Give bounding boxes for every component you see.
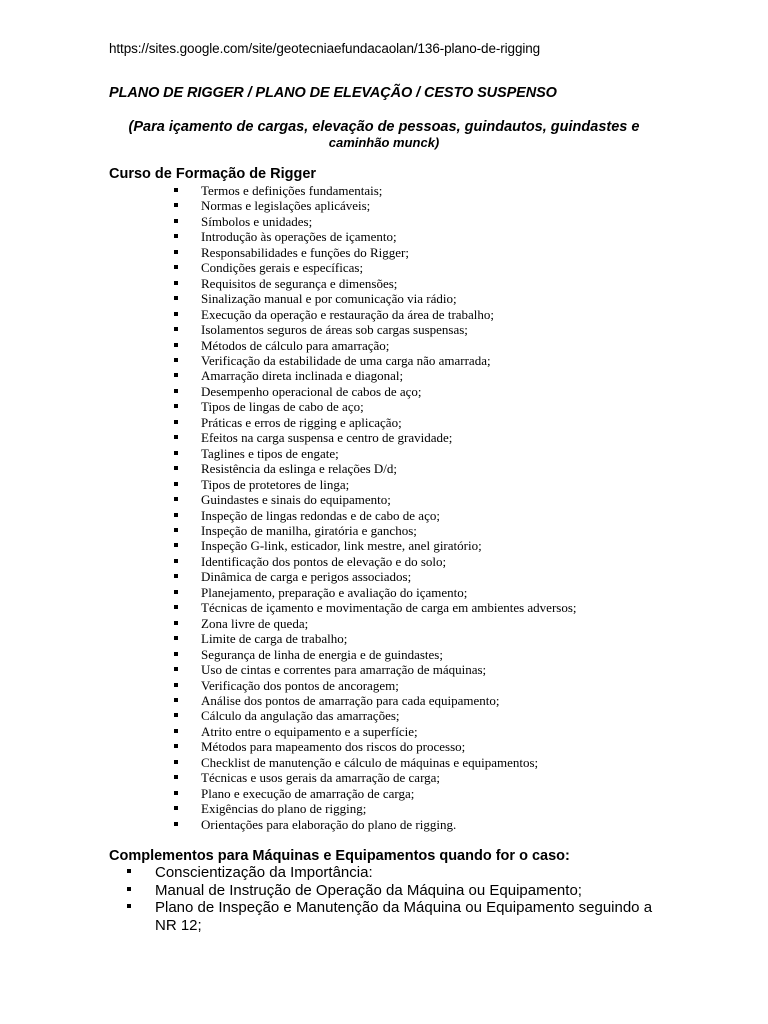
square-bullet-icon bbox=[174, 435, 178, 439]
list-item bbox=[174, 260, 577, 275]
list-item bbox=[174, 662, 577, 677]
list-item-text: Planejamento, preparação e avaliação do içamento; bbox=[201, 584, 468, 600]
square-bullet-icon bbox=[174, 312, 178, 316]
list-item bbox=[174, 214, 577, 229]
document-subtitle bbox=[100, 119, 668, 151]
list-item bbox=[127, 864, 667, 882]
square-bullet-icon bbox=[174, 543, 178, 547]
square-bullet-icon bbox=[174, 744, 178, 748]
square-bullet-icon bbox=[174, 219, 178, 223]
square-bullet-icon bbox=[174, 791, 178, 795]
list-item bbox=[174, 554, 577, 569]
list-item-text: Requisitos de segurança e dimensões; bbox=[201, 275, 398, 291]
list-item bbox=[174, 198, 577, 213]
list-item-text: Checklist de manutenção e cálculo de máquinas e equipamentos; bbox=[201, 754, 539, 770]
list-item-text: Isolamentos seguros de áreas sob cargas suspensas; bbox=[201, 322, 468, 338]
list-item-text: Análise dos pontos de amarração para cada equipamento; bbox=[201, 692, 500, 708]
list-item bbox=[174, 708, 577, 723]
subtitle-line-2: caminhão munck) bbox=[328, 135, 440, 150]
square-bullet-icon bbox=[174, 188, 178, 192]
list-item-text: Sinalização manual e por comunicação via rádio; bbox=[201, 291, 457, 307]
square-bullet-icon bbox=[174, 760, 178, 764]
list-item-text: Dinâmica de carga e perigos associados; bbox=[201, 569, 412, 585]
square-bullet-icon bbox=[127, 904, 131, 908]
list-item-text: Efeitos na carga suspensa e centro de gravidade; bbox=[201, 430, 453, 446]
list-item-text: Símbolos e unidades; bbox=[201, 213, 313, 229]
list-item-text: Verificação da estabilidade de uma carga não amarrada; bbox=[201, 352, 491, 368]
list-item bbox=[127, 882, 667, 900]
list-item bbox=[174, 461, 577, 476]
square-bullet-icon bbox=[174, 513, 178, 517]
list-item-text: Métodos para mapeamento dos riscos do processo; bbox=[201, 739, 466, 755]
list-item bbox=[174, 631, 577, 646]
list-item bbox=[174, 368, 577, 383]
list-item bbox=[174, 600, 577, 615]
square-bullet-icon bbox=[174, 621, 178, 625]
square-bullet-icon bbox=[174, 806, 178, 810]
list-item bbox=[174, 538, 577, 553]
list-item-text: Práticas e erros de rigging e aplicação; bbox=[201, 414, 402, 430]
list-item bbox=[174, 693, 577, 708]
course-heading: Curso de Formação de Rigger bbox=[109, 166, 317, 182]
list-item-text: Guindastes e sinais do equipamento; bbox=[201, 492, 391, 508]
square-bullet-icon bbox=[174, 296, 178, 300]
square-bullet-icon bbox=[174, 327, 178, 331]
list-item bbox=[174, 229, 577, 244]
square-bullet-icon bbox=[127, 887, 131, 891]
list-item bbox=[174, 492, 577, 507]
list-item-text: Amarração direta inclinada e diagonal; bbox=[201, 368, 404, 384]
list-item bbox=[174, 724, 577, 739]
list-item-text: Termos e definições fundamentais; bbox=[201, 183, 383, 198]
list-item bbox=[174, 817, 577, 832]
list-item bbox=[174, 446, 577, 461]
square-bullet-icon bbox=[174, 203, 178, 207]
list-item-text: Tipos de lingas de cabo de aço; bbox=[201, 399, 364, 415]
list-item-text: Resistência da eslinga e relações D/d; bbox=[201, 461, 398, 477]
list-item-text: Orientações para elaboração do plano de rigging. bbox=[201, 816, 457, 832]
list-item-text: Métodos de cálculo para amarração; bbox=[201, 337, 390, 353]
square-bullet-icon bbox=[174, 590, 178, 594]
list-item-text: Manual de Instrução de Operação da Máquina ou Equipamento; bbox=[155, 881, 582, 899]
square-bullet-icon bbox=[174, 250, 178, 254]
list-item bbox=[174, 384, 577, 399]
list-item-text: Tipos de protetores de linga; bbox=[201, 476, 350, 492]
list-item bbox=[174, 801, 577, 816]
list-item-text: Introdução às operações de içamento; bbox=[201, 229, 397, 245]
list-item bbox=[174, 338, 577, 353]
list-item bbox=[174, 307, 577, 322]
list-item bbox=[174, 569, 577, 584]
square-bullet-icon bbox=[174, 451, 178, 455]
square-bullet-icon bbox=[174, 574, 178, 578]
list-item bbox=[174, 291, 577, 306]
list-item bbox=[174, 786, 577, 801]
list-item-text: Responsabilidades e funções do Rigger; bbox=[201, 244, 409, 260]
list-item-text: Normas e legislações aplicáveis; bbox=[201, 198, 371, 214]
list-item bbox=[174, 477, 577, 492]
square-bullet-icon bbox=[174, 281, 178, 285]
list-item-text: Taglines e tipos de engate; bbox=[201, 445, 339, 461]
list-item bbox=[174, 276, 577, 291]
complements-list bbox=[127, 864, 667, 934]
course-topics-list bbox=[174, 183, 577, 832]
list-item-text: Técnicas e usos gerais da amarração de carga; bbox=[201, 770, 441, 786]
source-url[interactable]: https://sites.google.com/site/geotecniaefundacaolan/136-plano-de-rigging bbox=[109, 41, 541, 56]
square-bullet-icon bbox=[174, 265, 178, 269]
list-item-text: Verificação dos pontos de ancoragem; bbox=[201, 677, 399, 693]
list-item bbox=[174, 616, 577, 631]
square-bullet-icon bbox=[174, 389, 178, 393]
list-item bbox=[174, 183, 577, 198]
square-bullet-icon bbox=[174, 466, 178, 470]
list-item bbox=[174, 322, 577, 337]
list-item bbox=[174, 245, 577, 260]
list-item bbox=[127, 899, 667, 934]
square-bullet-icon bbox=[174, 713, 178, 717]
list-item-text: Zona livre de queda; bbox=[201, 615, 309, 631]
list-item-text: Inspeção G-link, esticador, link mestre, anel giratório; bbox=[201, 538, 482, 554]
square-bullet-icon bbox=[174, 234, 178, 238]
square-bullet-icon bbox=[174, 775, 178, 779]
list-item-text: Conscientização da Importância: bbox=[155, 864, 373, 881]
list-item bbox=[174, 523, 577, 538]
list-item-text: Condições gerais e específicas; bbox=[201, 260, 364, 276]
square-bullet-icon bbox=[174, 652, 178, 656]
complements-heading: Complementos para Máquinas e Equipamentos quando for o caso: bbox=[109, 848, 570, 864]
list-item-text: Limite de carga de trabalho; bbox=[201, 631, 348, 647]
square-bullet-icon bbox=[174, 497, 178, 501]
list-item-text: Exigências do plano de rigging; bbox=[201, 801, 367, 817]
list-item-text: Cálculo da angulação das amarrações; bbox=[201, 708, 400, 724]
square-bullet-icon bbox=[174, 729, 178, 733]
square-bullet-icon bbox=[174, 822, 178, 826]
list-item bbox=[174, 508, 577, 523]
list-item-text: Desempenho operacional de cabos de aço; bbox=[201, 383, 422, 399]
list-item bbox=[174, 399, 577, 414]
list-item bbox=[174, 739, 577, 754]
list-item-text: Inspeção de manilha, giratória e ganchos; bbox=[201, 522, 417, 538]
list-item-text: Técnicas de içamento e movimentação de carga em ambientes adversos; bbox=[201, 600, 577, 616]
list-item-text: Atrito entre o equipamento e a superfície; bbox=[201, 723, 418, 739]
square-bullet-icon bbox=[174, 683, 178, 687]
square-bullet-icon bbox=[174, 698, 178, 702]
square-bullet-icon bbox=[174, 482, 178, 486]
list-item bbox=[174, 678, 577, 693]
list-item-text: Plano e execução de amarração de carga; bbox=[201, 785, 415, 801]
square-bullet-icon bbox=[174, 605, 178, 609]
square-bullet-icon bbox=[174, 667, 178, 671]
square-bullet-icon bbox=[174, 528, 178, 532]
list-item bbox=[174, 647, 577, 662]
list-item-text: Uso de cintas e correntes para amarração de máquinas; bbox=[201, 662, 487, 678]
list-item bbox=[174, 430, 577, 445]
list-item-text: Segurança de linha de energia e de guindastes; bbox=[201, 646, 443, 662]
square-bullet-icon bbox=[174, 358, 178, 362]
list-item bbox=[174, 585, 577, 600]
list-item bbox=[174, 755, 577, 770]
square-bullet-icon bbox=[174, 636, 178, 640]
list-item-text: Inspeção de lingas redondas e de cabo de aço; bbox=[201, 507, 440, 523]
list-item bbox=[174, 353, 577, 368]
list-item bbox=[174, 415, 577, 430]
document-title: PLANO DE RIGGER / PLANO DE ELEVAÇÃO / CESTO SUSPENSO bbox=[109, 85, 557, 101]
square-bullet-icon bbox=[174, 420, 178, 424]
square-bullet-icon bbox=[174, 373, 178, 377]
list-item-text: Plano de Inspeção e Manutenção da Máquina ou Equipamento seguindo a NR 12; bbox=[155, 899, 653, 934]
list-item-text: Execução da operação e restauração da área de trabalho; bbox=[201, 306, 495, 322]
square-bullet-icon bbox=[127, 869, 131, 873]
subtitle-line-1: (Para içamento de cargas, elevação de pessoas, guindautos, guindastes e bbox=[128, 119, 640, 135]
list-item bbox=[174, 770, 577, 785]
square-bullet-icon bbox=[174, 404, 178, 408]
square-bullet-icon bbox=[174, 343, 178, 347]
square-bullet-icon bbox=[174, 559, 178, 563]
list-item-text: Identificação dos pontos de elevação e do solo; bbox=[201, 553, 447, 569]
